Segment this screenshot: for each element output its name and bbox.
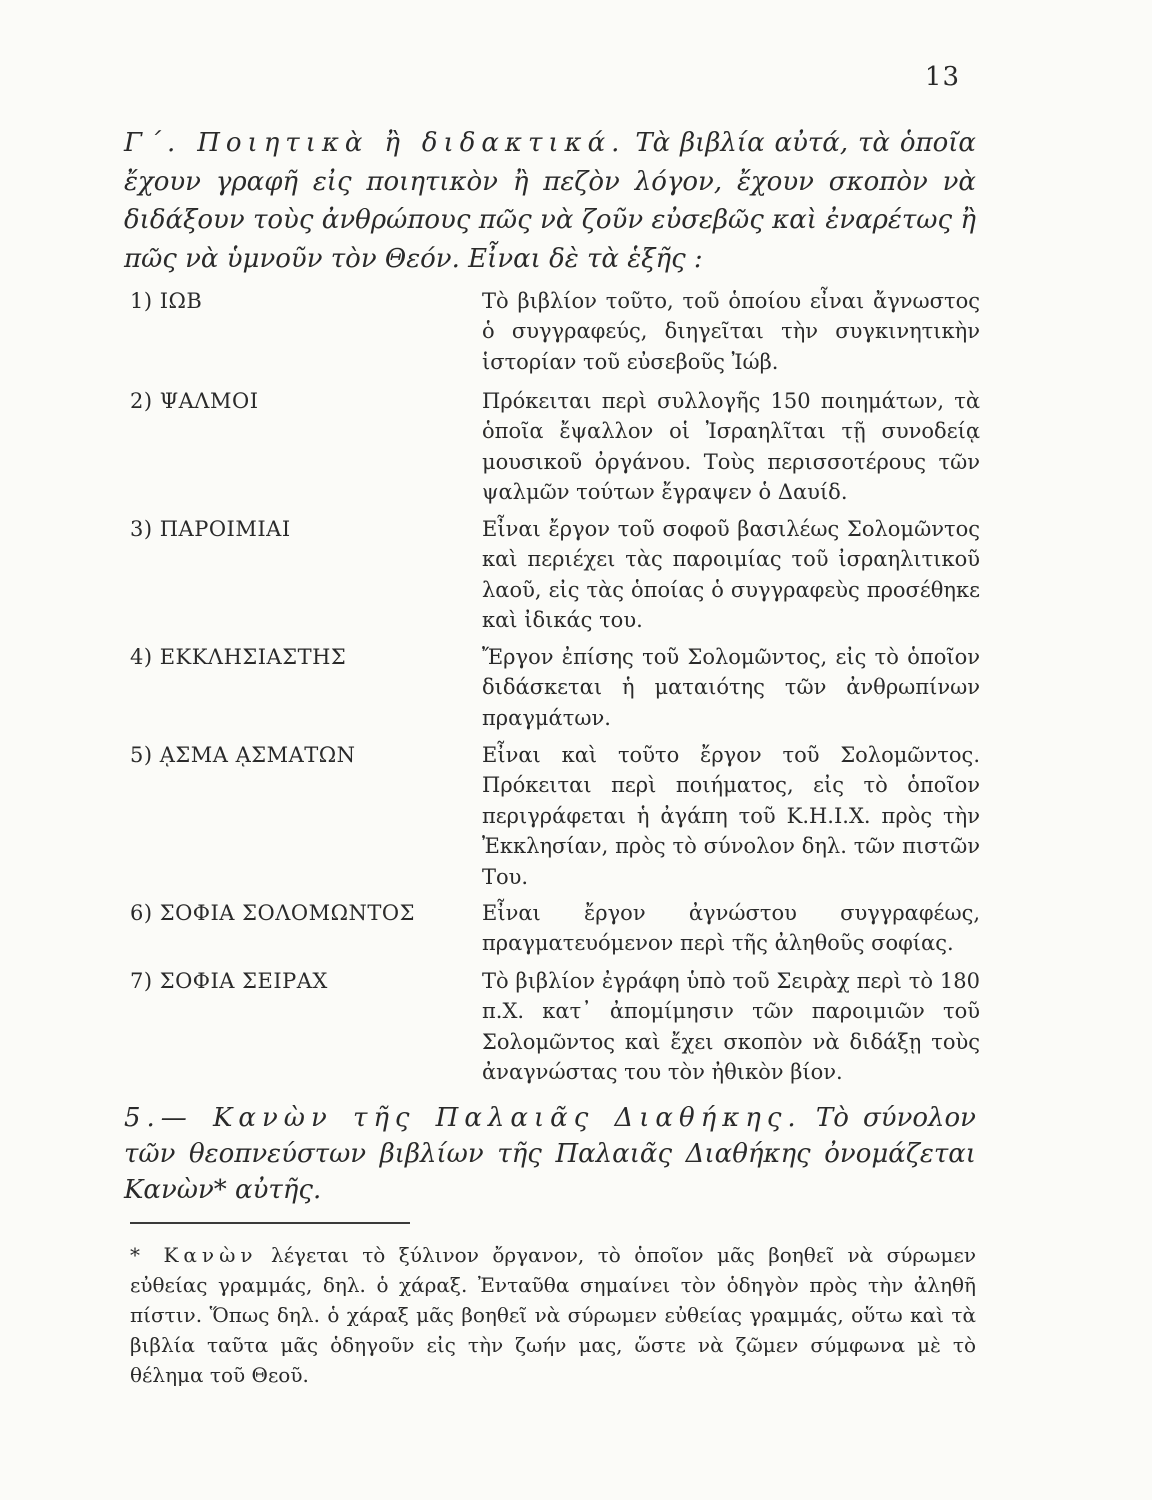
book-title: 6) ΣΟΦΙΑ ΣΟΛΟΜΩΝΤΟΣ — [130, 901, 415, 925]
book-description: Τὸ βιβλίον ἐγράφη ὑπὸ τοῦ Σειρὰχ περὶ τὸ 180 π.Χ. κατ᾿ ἀπομίμησιν τῶν παροιμιῶν τοῦ Σολομῶντος καὶ ἔχει σκοπὸν νὰ διδάξῃ τοὺς ἀναγνώστας του τὸν ἠθικὸν βίον. — [482, 969, 980, 1085]
book-title: 5) ᾼΣΜΑ ᾼΣΜΑΤΩΝ — [130, 743, 356, 767]
footnote — [130, 1240, 976, 1390]
canon-text: Τὸ σύνολον τῶν θεοπνεύστων βιβλίων τῆς Παλαιᾶς Διαθήκης ὀνομάζεται Κανὼν* αὐτῆς. — [124, 1103, 976, 1205]
book-description: Εἶναι ἔργον ἀγνώστου συγγραφέως, πραγματευόμενον περὶ τῆς ἀληθοῦς σοφίας. — [482, 901, 980, 956]
book-description: Τὸ βιβλίον τοῦτο, τοῦ ὁποίου εἶναι ἄγνωστος ὁ συγγραφεύς, διηγεῖται τὴν συγκινητικὴν ἱστορίαν τοῦ εὐσεβοῦς Ἰώβ. — [482, 289, 980, 374]
book-description: Πρόκειται περὶ συλλογῆς 150 ποιημάτων, τὰ ὁποῖα ἔψαλλον οἱ Ἰσραηλῖται τῇ συνοδείᾳ μουσικοῦ ὀργάνου. Τοὺς περισσοτέρους τῶν ψαλμῶν τούτων ἔγραψεν ὁ Δαυίδ. — [482, 389, 980, 505]
book-description: Ἔργον ἐπίσης τοῦ Σολομῶντος, εἰς τὸ ὁποῖον διδάσκεται ἡ ματαιότης τῶν ἀνθρωπίνων πραγμάτων. — [482, 645, 980, 730]
canon-paragraph — [124, 1100, 976, 1208]
book-title: 1) ΙΩΒ — [130, 289, 203, 313]
book-title: 7) ΣΟΦΙΑ ΣΕΙΡΑΧ — [130, 969, 328, 993]
intro-text: Τὰ βιβλία αὐτά, τὰ ὁποῖα ἔχουν γραφῆ εἰς ποιητικὸν ἢ πεζὸν λόγον, ἔχουν σκοπὸν νὰ διδάξουν τοὺς ἀνθρώπους πῶς νὰ ζοῦν εὐσεβῶς καὶ ἐναρέτως ἢ πῶς νὰ ὑμνοῦν τὸν Θεόν. Εἶναι δὲ τὰ ἑξῆς : — [124, 128, 976, 274]
section-heading: Γ΄. Ποιητικὰ ἢ διδακτικά. — [124, 128, 626, 158]
footnote-text: λέγεται τὸ ξύλινον ὄργανον, τὸ ὁποῖον μᾶς βοηθεῖ νὰ σύρωμεν εὐθείας γραμμάς, δηλ. ὁ χάραξ. Ἐνταῦθα σημαίνει τὸν ὁδηγὸν πρὸς τὴν ἀληθῆ πίστιν. Ὅπως δηλ. ὁ χάραξ μᾶς βοηθεῖ νὰ σύρωμεν εὐθείας γραμμάς, οὕτω καὶ τὰ βιβλία ταῦτα μᾶς ὁδηγοῦν εἰς τὴν ζωήν μας, ὥστε νὰ ζῶμεν σύμφωνα μὲ τὸ θέλημα τοῦ Θεοῦ. — [130, 1243, 977, 1387]
book-title: 3) ΠΑΡΟΙΜΙΑΙ — [130, 517, 291, 541]
section-heading: 5.— Κανὼν τῆς Παλαιᾶς Διαθήκης. — [124, 1103, 802, 1133]
book-title: 4) ΕΚΚΛΗΣΙΑΣΤΗΣ — [130, 645, 347, 669]
book-description: Εἶναι ἔργον τοῦ σοφοῦ βασιλέως Σολομῶντος καὶ περιέχει τὰς παροιμίας τοῦ ἰσραηλιτικοῦ λαοῦ, εἰς τὰς ὁποίας ὁ συγγραφεὺς προσέθηκε καὶ ἰδικάς του. — [482, 517, 980, 633]
book-title: 2) ΨΑΛΜΟΙ — [130, 389, 259, 413]
intro-paragraph — [124, 124, 976, 278]
page-number: 13 — [924, 62, 960, 92]
footnote-divider — [130, 1222, 410, 1224]
book-description: Εἶναι καὶ τοῦτο ἔργον τοῦ Σολομῶντος. Πρόκειται περὶ ποιήματος, εἰς τὸ ὁποῖον περιγράφεται ἡ ἀγάπη τοῦ Κ.Η.Ι.Χ. πρὸς τὴν Ἐκκλησίαν, πρὸς τὸ σύνολον δηλ. τῶν πιστῶν Του. — [482, 743, 980, 889]
footnote-term: * Κανὼν — [130, 1243, 258, 1267]
